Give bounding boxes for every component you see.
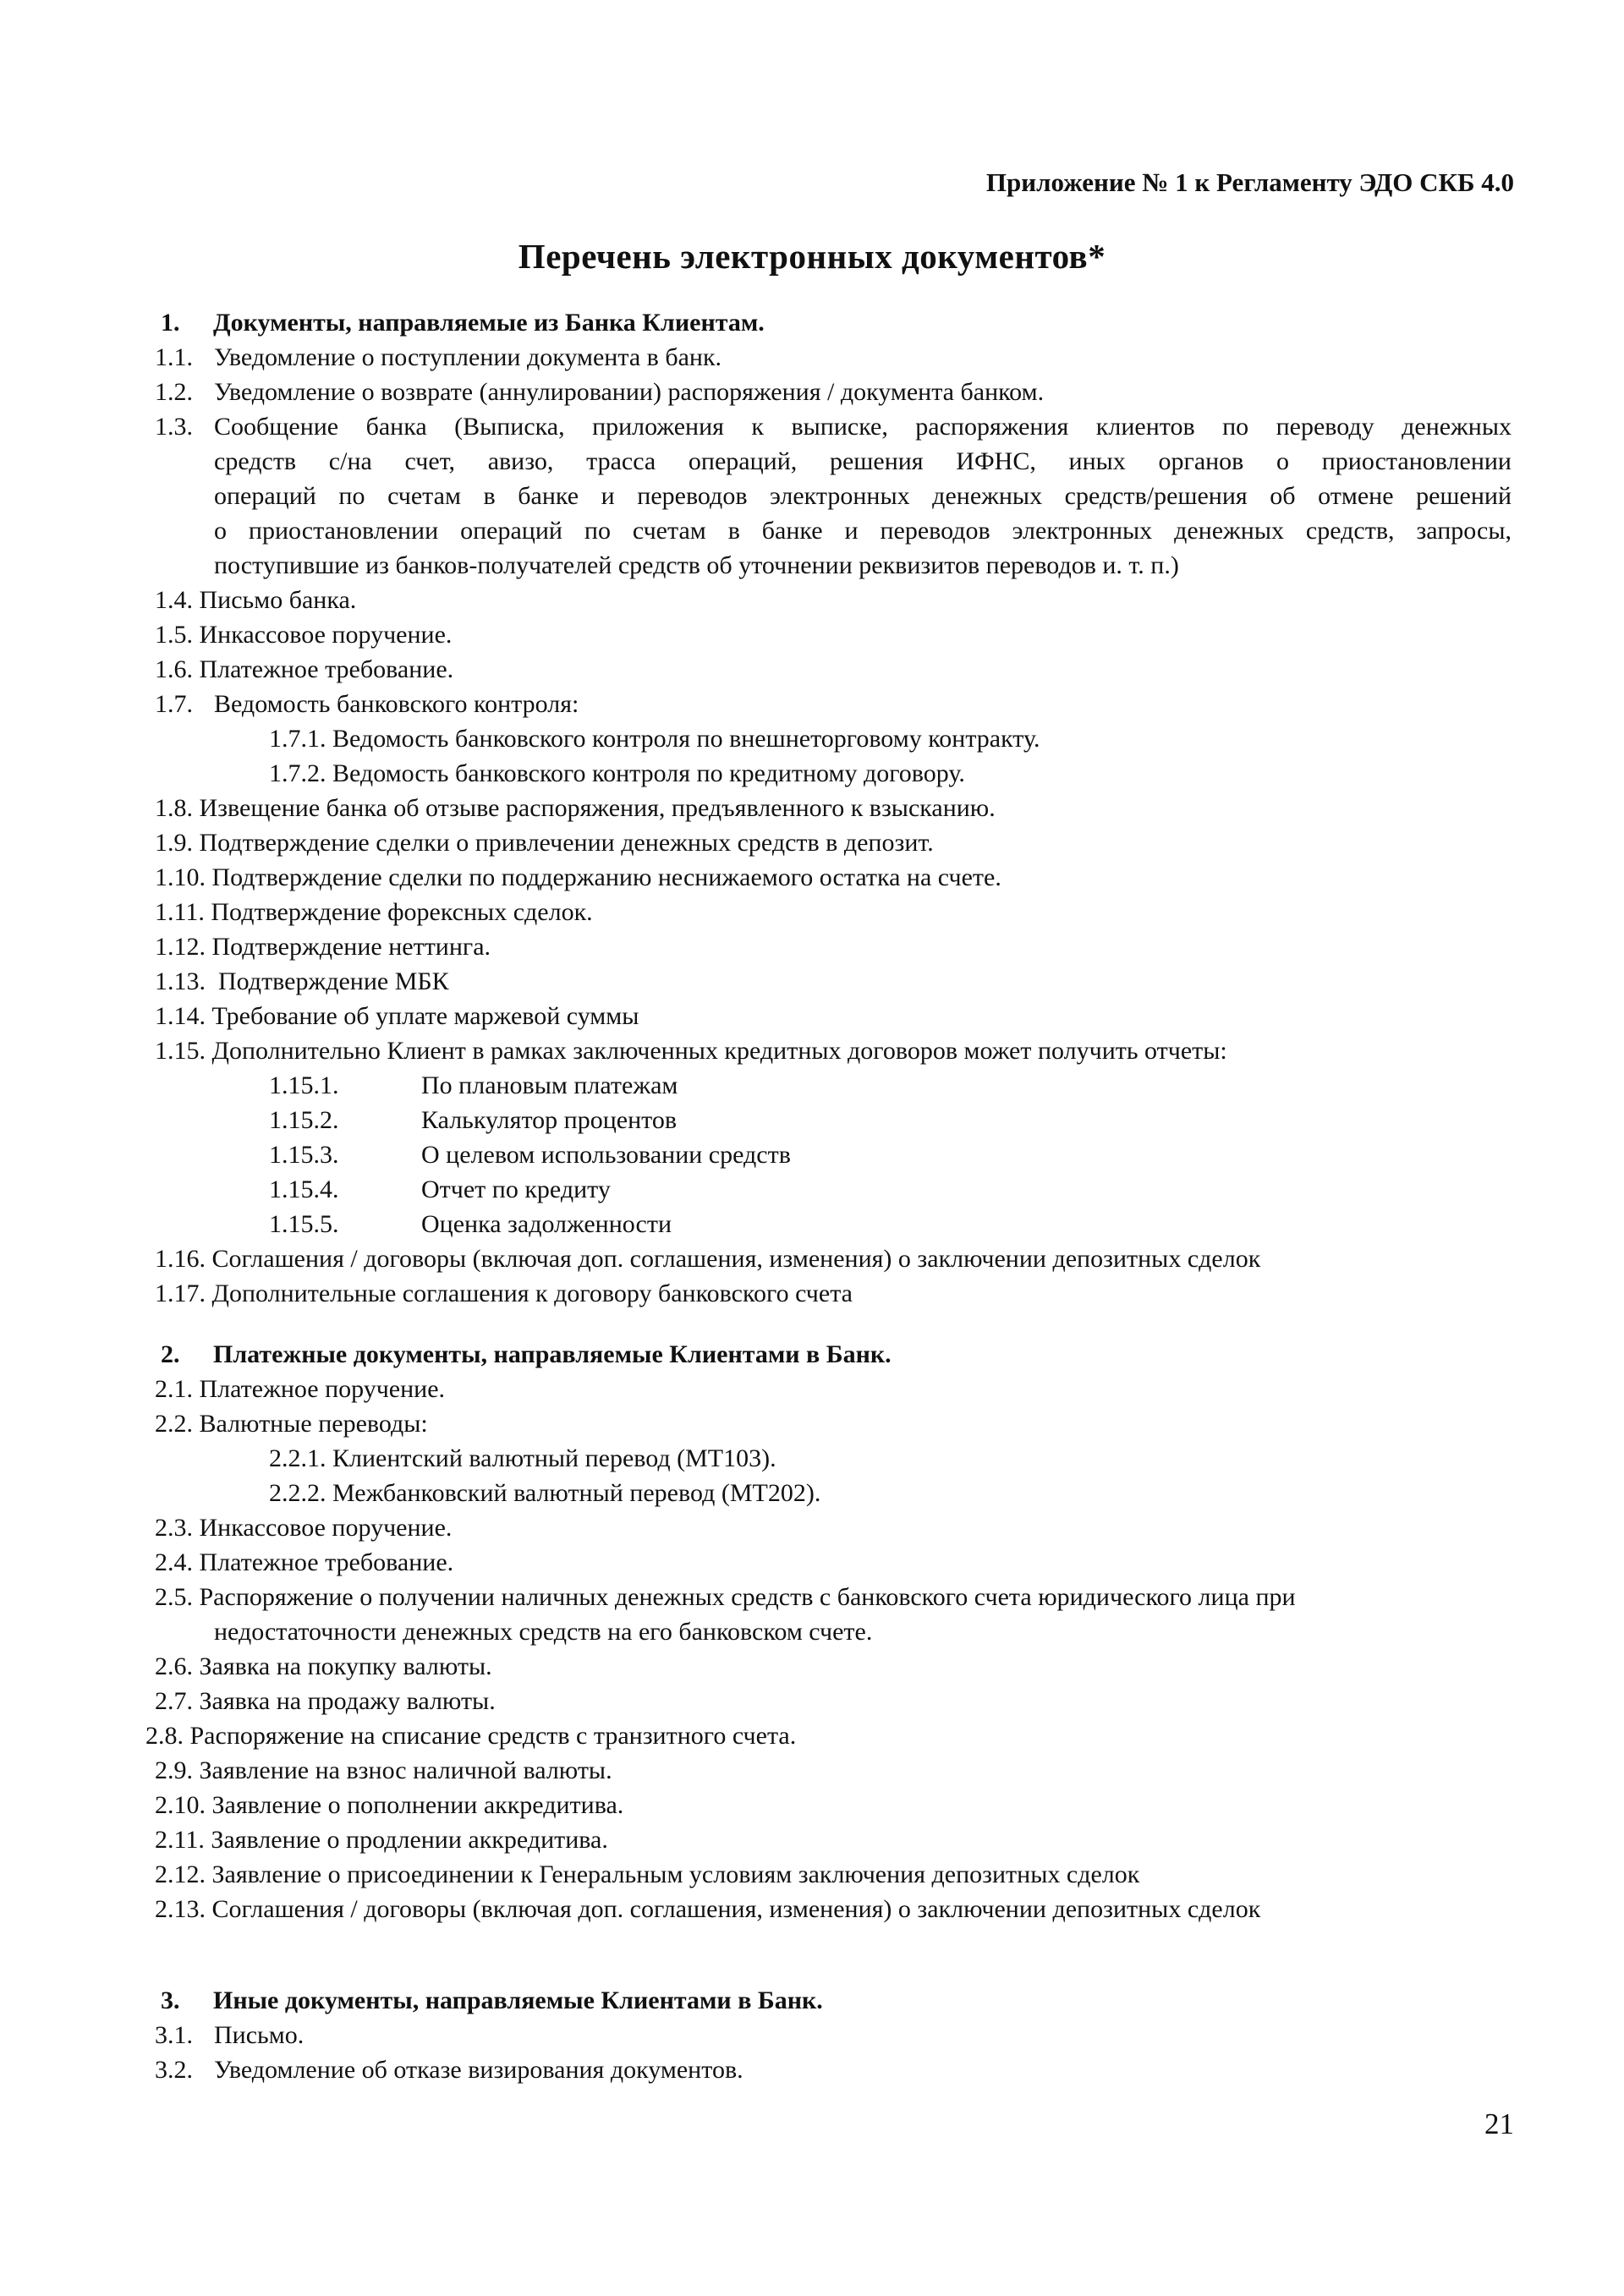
item-number: 1.17. — [155, 1280, 206, 1307]
list-item — [155, 1546, 453, 1580]
item-text: По плановым платежам — [421, 1071, 678, 1099]
section-title: Иные документы, направляемые Клиентами в Банк. — [213, 1986, 823, 2014]
item-number: 2.9. — [155, 1756, 193, 1784]
item-number: 1.15.1. — [269, 1071, 339, 1099]
item-number: 1.12. — [155, 933, 206, 961]
item-number: 2.2. — [155, 1410, 193, 1438]
list-item — [269, 1173, 611, 1207]
list-item — [155, 1277, 853, 1311]
item-text: Соглашения / договоры (включая доп. соглашения, изменения) о заключении депозитных сделок — [211, 1895, 1261, 1923]
item-text: Письмо банка. — [199, 586, 357, 614]
list-item — [155, 1242, 1260, 1276]
section-title: Документы, направляемые из Банка Клиентам. — [213, 309, 765, 337]
item-text: Межбанковский валютный перевод (МТ202). — [332, 1479, 821, 1507]
item-number: 3.2. — [155, 2056, 193, 2084]
item-number: 1.2. — [155, 378, 193, 406]
item-text: Подтверждение форексных сделок. — [211, 898, 593, 926]
item-text: Ведомость банковского контроля: — [214, 690, 579, 718]
document-title: Перечень электронных документов* — [518, 237, 1106, 276]
item-number: 1.15.3. — [269, 1141, 339, 1169]
item-text: О целевом использовании средств — [421, 1141, 791, 1169]
list-item — [269, 1477, 820, 1510]
item-number: 1.14. — [155, 1002, 206, 1030]
list-item — [155, 930, 491, 964]
list-item — [269, 1104, 678, 1137]
item-text: Подтверждение неттинга. — [211, 933, 491, 961]
section-1-heading — [161, 306, 765, 340]
section-title: Платежные документы, направляемые Клиентами в Банк. — [213, 1340, 892, 1368]
item-number: 1.7.2. — [269, 759, 326, 787]
item-text: Заявка на продажу валюты. — [199, 1687, 496, 1715]
item-text: Уведомление о возврате (аннулировании) распоряжения / документа банком. — [214, 378, 1045, 406]
item-number: 1.9. — [155, 829, 193, 857]
list-item — [155, 584, 356, 617]
item-number: 2.8. — [145, 1722, 184, 1750]
section-number: 3. — [161, 1986, 180, 2014]
list-item — [269, 1069, 678, 1103]
item-text: Уведомление об отказе визирования документов. — [214, 2056, 743, 2084]
item-number: 1.15.4. — [269, 1175, 339, 1203]
item-number: 2.13. — [155, 1895, 206, 1923]
item-text-line: средств с/на счет, авизо, трасса операций, решения ИФНС, иных органов о приостановлении — [214, 447, 1512, 475]
item-text: Дополнительно Клиент в рамках заключенных кредитных договоров может получить отчеты: — [211, 1037, 1227, 1065]
item-text: Соглашения / договоры (включая доп. соглашения, изменения) о заключении депозитных сделок — [211, 1245, 1261, 1273]
item-text: Ведомость банковского контроля по внешнеторговому контракту. — [332, 725, 1040, 753]
item-number: 1.16. — [155, 1245, 206, 1273]
list-item — [155, 341, 722, 375]
section-number: 2. — [161, 1340, 180, 1368]
list-item — [155, 375, 1045, 409]
list-item — [155, 1373, 445, 1406]
list-item — [155, 1000, 639, 1033]
item-text-line: операций по счетам в банке и переводов электронных денежных средств/решения об отмене решений — [214, 482, 1512, 510]
list-item — [155, 410, 193, 444]
item-text-line: Распоряжение о получении наличных денежных средств с банковского счета юридического лица при — [199, 1583, 1296, 1611]
item-number: 1.5. — [155, 621, 193, 649]
item-number: 2.3. — [155, 1514, 193, 1542]
item-number: 2.2.1. — [269, 1444, 326, 1472]
list-item — [155, 792, 996, 825]
item-number: 1.13. — [155, 967, 206, 995]
item-number: 1.15.5. — [269, 1210, 339, 1238]
item-text: Платежное поручение. — [199, 1375, 446, 1403]
item-number: 2.4. — [155, 1548, 193, 1576]
list-item — [155, 653, 453, 687]
list-item — [155, 1034, 1227, 1068]
item-number: 1.7. — [155, 690, 193, 718]
item-number: 2.1. — [155, 1375, 193, 1403]
item-text: Платежное требование. — [199, 655, 454, 683]
list-item — [155, 861, 1001, 895]
item-text: Подтверждение МБК — [218, 967, 449, 995]
item-number: 1.7.1. — [269, 725, 326, 753]
item-text: Заявление о присоединении к Генеральным условиям заключения депозитных сделок — [211, 1860, 1140, 1888]
list-item — [155, 1789, 623, 1822]
list-item — [269, 1208, 672, 1241]
item-text: Извещение банка об отзыве распоряжения, предъявленного к взысканию. — [199, 794, 996, 822]
list-item — [155, 1407, 428, 1441]
list-item — [155, 618, 452, 652]
item-text: Инкассовое поручение. — [199, 1514, 453, 1542]
item-text-line: недостаточности денежных средств на его банковском счете. — [214, 1618, 873, 1646]
item-text: Требование об уплате маржевой суммы — [211, 1002, 639, 1030]
item-text: Валютные переводы: — [199, 1410, 428, 1438]
list-item — [155, 1754, 612, 1788]
item-text: Ведомость банковского контроля по кредитному договору. — [332, 759, 965, 787]
item-text: Распоряжение на списание средств с транзитного счета. — [189, 1722, 797, 1750]
item-number: 1.6. — [155, 655, 193, 683]
item-number: 1.15.2. — [269, 1106, 339, 1134]
item-number: 1.8. — [155, 794, 193, 822]
list-item — [155, 1650, 492, 1684]
section-number: 1. — [161, 309, 180, 337]
list-item — [269, 1138, 791, 1172]
item-text: Клиентский валютный перевод (МТ103). — [332, 1444, 776, 1472]
page-number: 21 — [1484, 2107, 1514, 2140]
item-number: 2.12. — [155, 1860, 206, 1888]
list-item — [155, 2053, 743, 2087]
list-item — [155, 2019, 304, 2052]
item-number: 1.15. — [155, 1037, 206, 1065]
item-text-line: о приостановлении операций по счетам в банке и переводов электронных денежных средств, запросы, — [214, 517, 1512, 545]
list-item — [269, 1442, 776, 1476]
item-number: 2.6. — [155, 1652, 193, 1680]
item-text: Платежное требование. — [199, 1548, 454, 1576]
item-number: 2.11. — [155, 1826, 205, 1854]
item-text: Калькулятор процентов — [421, 1106, 678, 1134]
item-text: Отчет по кредиту — [421, 1175, 611, 1203]
item-text: Письмо. — [214, 2021, 304, 2049]
item-number: 2.10. — [155, 1791, 206, 1819]
section-3-heading — [161, 1984, 823, 2018]
item-text: Инкассовое поручение. — [199, 621, 453, 649]
item-text: Дополнительные соглашения к договору банковского счета — [211, 1280, 853, 1307]
list-item — [155, 965, 449, 999]
list-item — [155, 1893, 1260, 1926]
item-number: 1.1. — [155, 343, 193, 371]
item-number: 1.11. — [155, 898, 205, 926]
appendix-header: Приложение № 1 к Регламенту ЭДО СКБ 4.0 — [985, 167, 1514, 197]
item-text: Заявление о продлении аккредитива. — [211, 1826, 608, 1854]
item-number: 2.7. — [155, 1687, 193, 1715]
item-number: 2.5. — [155, 1583, 193, 1611]
list-item — [269, 757, 965, 791]
list-item — [155, 896, 593, 929]
item-number: 2.2.2. — [269, 1479, 326, 1507]
item-text: Подтверждение сделки о привлечении денежных средств в депозит. — [199, 829, 934, 857]
item-number: 1.10. — [155, 863, 206, 891]
item-text: Заявление на взнос наличной валюты. — [199, 1756, 612, 1784]
item-number: 3.1. — [155, 2021, 193, 2049]
item-text: Подтверждение сделки по поддержанию неснижаемого остатка на счете. — [211, 863, 1001, 891]
item-number: 1.4. — [155, 586, 193, 614]
section-2-heading — [161, 1338, 892, 1372]
list-item — [155, 826, 934, 860]
item-text-line: поступившие из банков-получателей средств об уточнении реквизитов переводов и. т. п.) — [214, 551, 1179, 579]
item-text: Заявление о пополнении аккредитива. — [211, 1791, 624, 1819]
item-text-line: Сообщение банка (Выписка, приложения к выписке, распоряжения клиентов по переводу денежных — [214, 413, 1512, 441]
item-number: 1.3. — [155, 413, 193, 441]
list-item — [155, 1858, 1139, 1892]
item-text: Уведомление о поступлении документа в банк. — [214, 343, 722, 371]
list-item — [155, 688, 579, 721]
list-item — [269, 722, 1040, 756]
list-item — [155, 1511, 452, 1545]
list-item — [145, 1719, 796, 1753]
item-text: Оценка задолженности — [421, 1210, 672, 1238]
item-text: Заявка на покупку валюты. — [199, 1652, 492, 1680]
list-item — [155, 1823, 608, 1857]
list-item — [155, 1685, 496, 1718]
list-item — [155, 1581, 1296, 1614]
